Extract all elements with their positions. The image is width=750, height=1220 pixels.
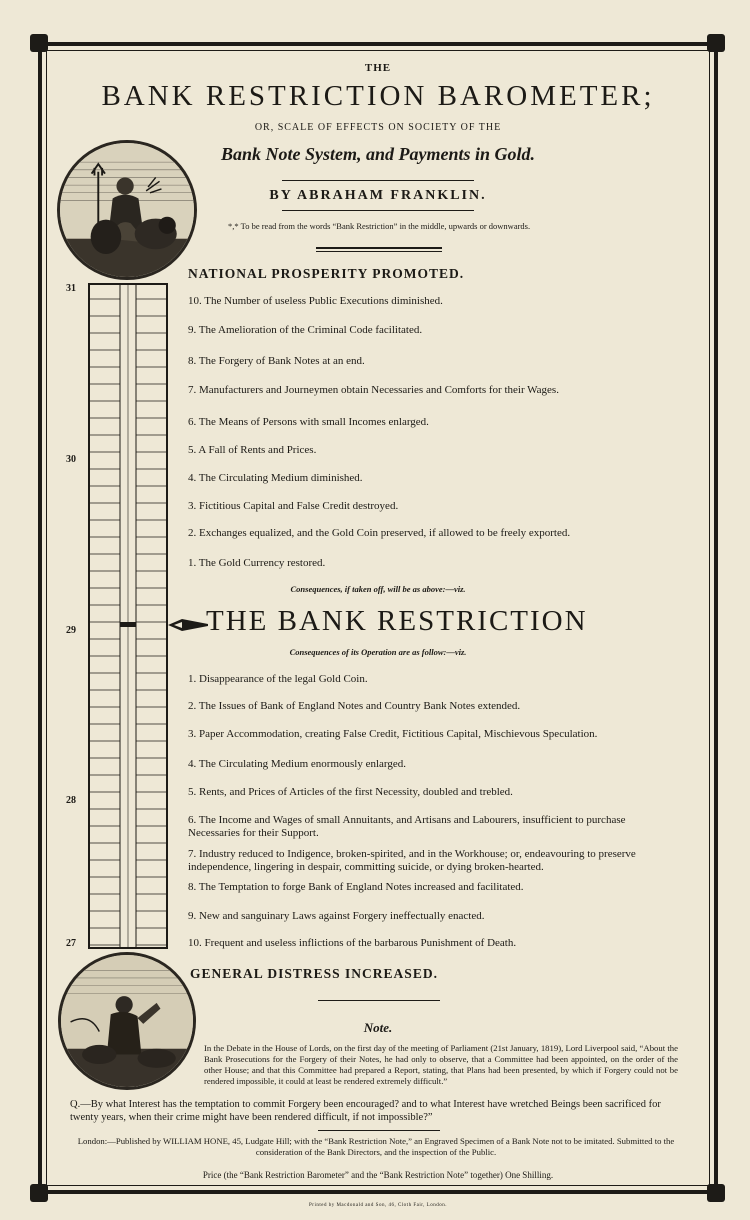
- prosperity-item: 3. Fictitious Capital and False Credit destroyed.: [188, 500, 399, 512]
- prosperity-item: 10. The Number of useless Public Executions diminished.: [188, 295, 443, 307]
- pointer-arrow-icon: [168, 617, 208, 633]
- note-body: In the Debate in the House of Lords, on the first day of the meeting of Parliament (21st January, 1819), Lord Liverpool said, “About the Bank Prosecutions for the Forgery of their Notes, he had only to observe, that a Committee had been appointed, on the order of the other House; and that this Committee had prepared a Report, stating, that Plans had been presented, by which if Forgery could not be rendered impossible, it could at least be rendered extremely difficult.”: [204, 1043, 678, 1086]
- prosperity-item: 5. A Fall of Rents and Prices.: [188, 444, 317, 456]
- price-line: Price (the “Bank Restriction Barometer” and the “Bank Restriction Note” together) One Shilling.: [202, 1170, 554, 1180]
- scale-label-31: 31: [66, 283, 76, 294]
- prosperity-item: 4. The Circulating Medium diminished.: [188, 472, 363, 484]
- prosperity-item: 8. The Forgery of Bank Notes at an end.: [188, 355, 365, 367]
- scale-label-27: 27: [66, 938, 76, 949]
- blackletter-subtitle: Bank Note System, and Payments in Gold.: [220, 144, 535, 164]
- britannia-engraving-icon: [60, 143, 194, 277]
- prosperity-item: 6. The Means of Persons with small Incomes enlarged.: [188, 416, 429, 428]
- national-prosperity-heading: NATIONAL PROSPERITY PROMOTED.: [188, 266, 465, 281]
- rule-double-1: [316, 247, 442, 249]
- distress-item: 6. The Income and Wages of small Annuitants, and Artisans and Labourers, insufficient to purchase Necessaries for their Support.: [188, 814, 626, 839]
- consequences-below-caption: Consequences of its Operation are as follow:—viz.: [289, 647, 467, 657]
- corner-ornament-bottom-left: [30, 1184, 48, 1202]
- scale-label-29: 29: [66, 625, 76, 636]
- prosperity-item: 9. The Amelioration of the Criminal Code facilitated.: [188, 324, 423, 336]
- corner-ornament-top-left: [30, 34, 48, 52]
- rule-below-author: [282, 210, 474, 211]
- prosperity-item: 1. The Gold Currency restored.: [188, 557, 326, 569]
- corner-ornament-top-right: [707, 34, 725, 52]
- barometer-scale: [86, 282, 170, 950]
- prosperity-item: 2. Exchanges equalized, and the Gold Coin preserved, if allowed to be freely exported.: [188, 527, 571, 539]
- question-paragraph: Q.—By what Interest has the temptation to commit Forgery been encouraged? and to what Interest have wretched Beings been sacrificed for twenty years, when their crime might have been rendered difficult, if not impossible?”: [70, 1099, 661, 1123]
- printer-imprint: Printed by Macdonald and Son, 46, Cloth Fair, London.: [309, 1203, 447, 1208]
- distress-item: 7. Industry reduced to Indigence, broken-spirited, and in the Workhouse; or, endeavouring to preserve independence, lingering in despair, committing suicide, or dying broken-hearted.: [188, 848, 636, 873]
- britannia-medallion: [57, 140, 197, 280]
- rule-above-publisher: [318, 1130, 440, 1131]
- general-distress-heading: GENERAL DISTRESS INCREASED.: [190, 966, 438, 981]
- bank-restriction-title: THE BANK RESTRICTION: [206, 605, 588, 637]
- distress-item: 10. Frequent and useless inflictions of the barbarous Punishment of Death.: [188, 937, 517, 949]
- rule-double-2: [316, 251, 442, 252]
- prosperity-item: 7. Manufacturers and Journeymen obtain Necessaries and Comforts for their Wages.: [188, 384, 559, 396]
- subtitle: OR, SCALE OF EFFECTS ON SOCIETY OF THE: [254, 122, 502, 133]
- title-the: THE: [364, 62, 392, 74]
- rule-above-printer: [318, 1190, 440, 1191]
- scale-label-30: 30: [66, 454, 76, 465]
- corner-ornament-bottom-right: [707, 1184, 725, 1202]
- distress-item: 1. Disappearance of the legal Gold Coin.: [188, 673, 368, 685]
- author-line: BY ABRAHAM FRANKLIN.: [269, 188, 487, 203]
- note-heading: Note.: [363, 1020, 393, 1035]
- distress-item: 4. The Circulating Medium enormously enlarged.: [188, 758, 407, 770]
- main-title: BANK RESTRICTION BAROMETER;: [101, 80, 655, 112]
- rule-above-note: [318, 1000, 440, 1001]
- rule-above-author: [282, 180, 474, 181]
- distress-item: 9. New and sanguinary Laws against Forgery ineffectually enacted.: [188, 910, 485, 922]
- distress-item: 3. Paper Accommodation, creating False Credit, Fictitious Capital, Mischievous Speculation.: [188, 728, 598, 740]
- distress-item: 5. Rents, and Prices of Articles of the first Necessity, doubled and trebled.: [188, 786, 513, 798]
- publisher-line: London:—Published by WILLIAM HONE, 45, Ludgate Hill; with the “Bank Restriction Note,” an Engraved Specimen of a Bank Note not to be imitated. Submitted to the consideration of the Bank Directors, and the inspection of the Public.: [77, 1136, 675, 1157]
- distress-item: 2. The Issues of Bank of England Notes and Country Bank Notes extended.: [188, 700, 521, 712]
- distress-item: 8. The Temptation to forge Bank of England Notes increased and facilitated.: [188, 881, 524, 893]
- scale-label-28: 28: [66, 795, 76, 806]
- reading-instruction: *,* To be read from the words “Bank Restriction” in the middle, upwards or downwards.: [228, 221, 531, 231]
- consequences-above-caption: Consequences, if taken off, will be as above:—viz.: [290, 584, 466, 594]
